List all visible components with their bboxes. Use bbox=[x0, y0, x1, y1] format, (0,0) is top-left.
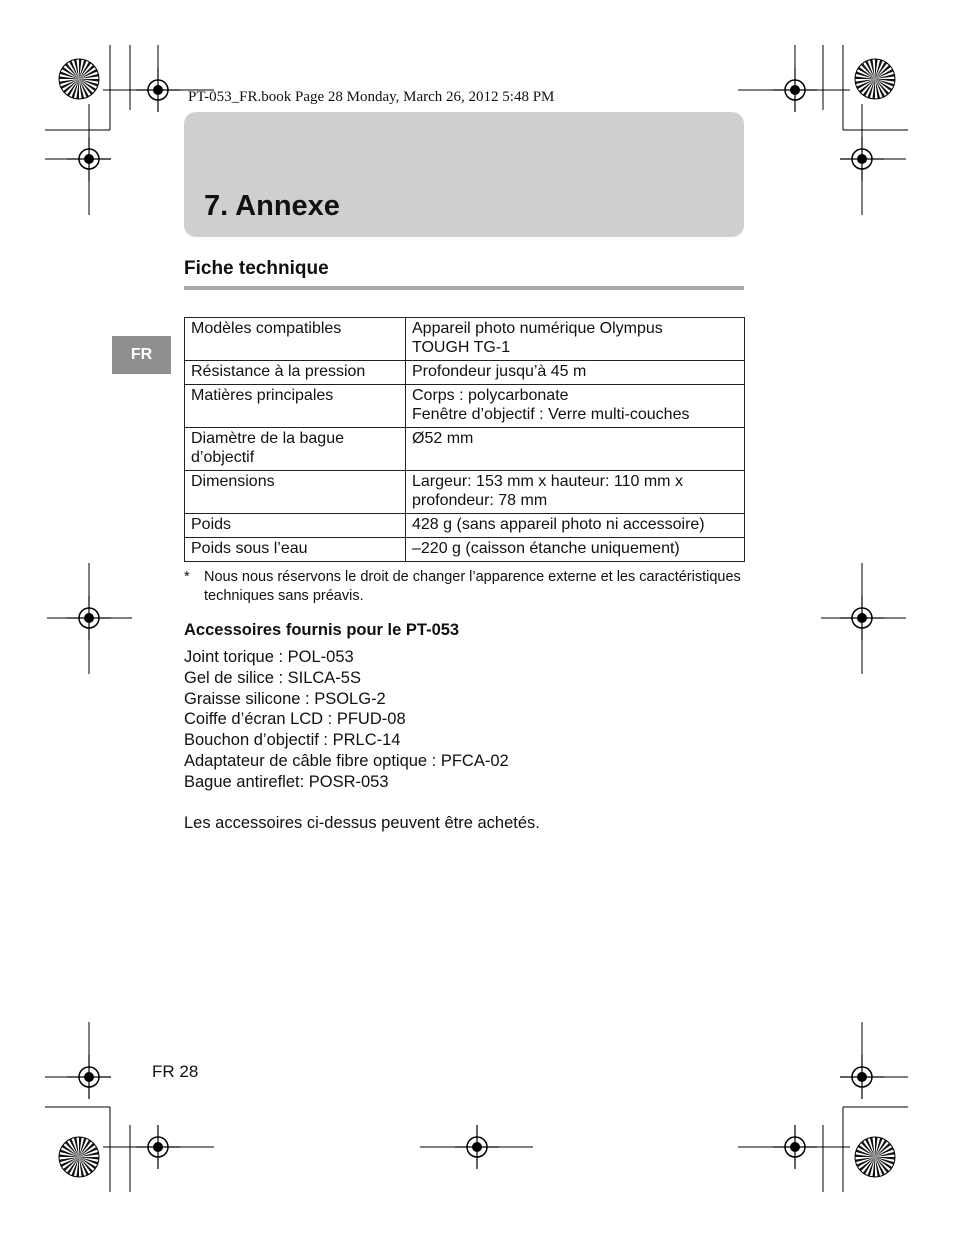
footnote-text: Nous nous réservons le droit de changer l’apparence externe et les caractéristiques techniques sans préavis. bbox=[204, 569, 741, 604]
spec-value bbox=[406, 385, 745, 428]
spec-table bbox=[184, 317, 745, 562]
spec-value-line: Appareil photo numérique Olympus bbox=[412, 320, 663, 337]
spec-value bbox=[406, 514, 745, 538]
spec-value-line: 428 g (sans appareil photo ni accessoire) bbox=[412, 516, 705, 533]
accessory-item: Adaptateur de câble fibre optique : PFCA-02 bbox=[184, 751, 509, 770]
star-target-mark bbox=[59, 1137, 99, 1177]
accessories-title: Accessoires fournis pour le PT-053 bbox=[184, 621, 460, 639]
star-target-mark bbox=[855, 1137, 895, 1177]
footnote-marker: * bbox=[184, 569, 190, 585]
spec-row bbox=[185, 385, 745, 428]
footnote bbox=[184, 568, 744, 606]
star-target-mark bbox=[59, 59, 99, 99]
page-number: FR 28 bbox=[152, 1062, 199, 1081]
spec-value-line: Largeur: 153 mm x hauteur: 110 mm x bbox=[412, 473, 683, 490]
accessory-item: Joint torique : POL-053 bbox=[184, 648, 354, 666]
print-info-header: PT-053_FR.book Page 28 Monday, March 26, 2012 5:48 PM bbox=[188, 89, 555, 105]
spec-label: Diamètre de la bague d’objectif bbox=[185, 428, 406, 471]
spec-value-line: TOUGH TG-1 bbox=[412, 339, 511, 356]
chapter-banner bbox=[184, 112, 744, 237]
spec-row bbox=[185, 471, 745, 514]
spec-value bbox=[406, 538, 745, 562]
star-target-mark bbox=[855, 59, 895, 99]
accessory-item: Graisse silicone : PSOLG-2 bbox=[184, 689, 386, 708]
accessory-item: Coiffe d’écran LCD : PFUD-08 bbox=[184, 710, 406, 729]
accessory-item: Bague antireflet: POSR-053 bbox=[184, 772, 389, 791]
spec-label: Modèles compatibles bbox=[185, 318, 406, 361]
spec-row bbox=[185, 428, 745, 471]
spec-value-line: Profondeur jusqu’à 45 m bbox=[412, 363, 587, 380]
spec-label: Résistance à la pression bbox=[185, 361, 406, 385]
spec-label: Dimensions bbox=[185, 471, 406, 514]
spec-row bbox=[185, 318, 745, 361]
accessory-item: Gel de silice : SILCA-5S bbox=[184, 668, 361, 687]
spec-value bbox=[406, 471, 745, 514]
section-title: Fiche technique bbox=[184, 258, 329, 279]
spec-value-line: profondeur: 78 mm bbox=[412, 492, 548, 509]
spec-row bbox=[185, 361, 745, 385]
language-tab: FR bbox=[112, 336, 171, 374]
spec-value-line: Fenêtre d’objectif : Verre multi-couches bbox=[412, 406, 690, 423]
spec-value bbox=[406, 361, 745, 385]
accessories-note: Les accessoires ci-dessus peuvent être achetés. bbox=[184, 814, 540, 832]
spec-value-line: Corps : polycarbonate bbox=[412, 387, 569, 404]
spec-row bbox=[185, 538, 745, 562]
spec-row bbox=[185, 514, 745, 538]
accessory-item: Bouchon d’objectif : PRLC-14 bbox=[184, 731, 401, 750]
spec-value bbox=[406, 318, 745, 361]
section-divider bbox=[184, 286, 744, 290]
spec-label: Poids sous l’eau bbox=[185, 538, 406, 562]
spec-label: Poids bbox=[185, 514, 406, 538]
chapter-title: 7. Annexe bbox=[204, 190, 340, 222]
accessories-list bbox=[184, 647, 509, 793]
spec-label: Matières principales bbox=[185, 385, 406, 428]
spec-value bbox=[406, 428, 745, 471]
spec-value-line: Ø52 mm bbox=[412, 430, 474, 447]
spec-value-line: –220 g (caisson étanche uniquement) bbox=[412, 540, 680, 557]
